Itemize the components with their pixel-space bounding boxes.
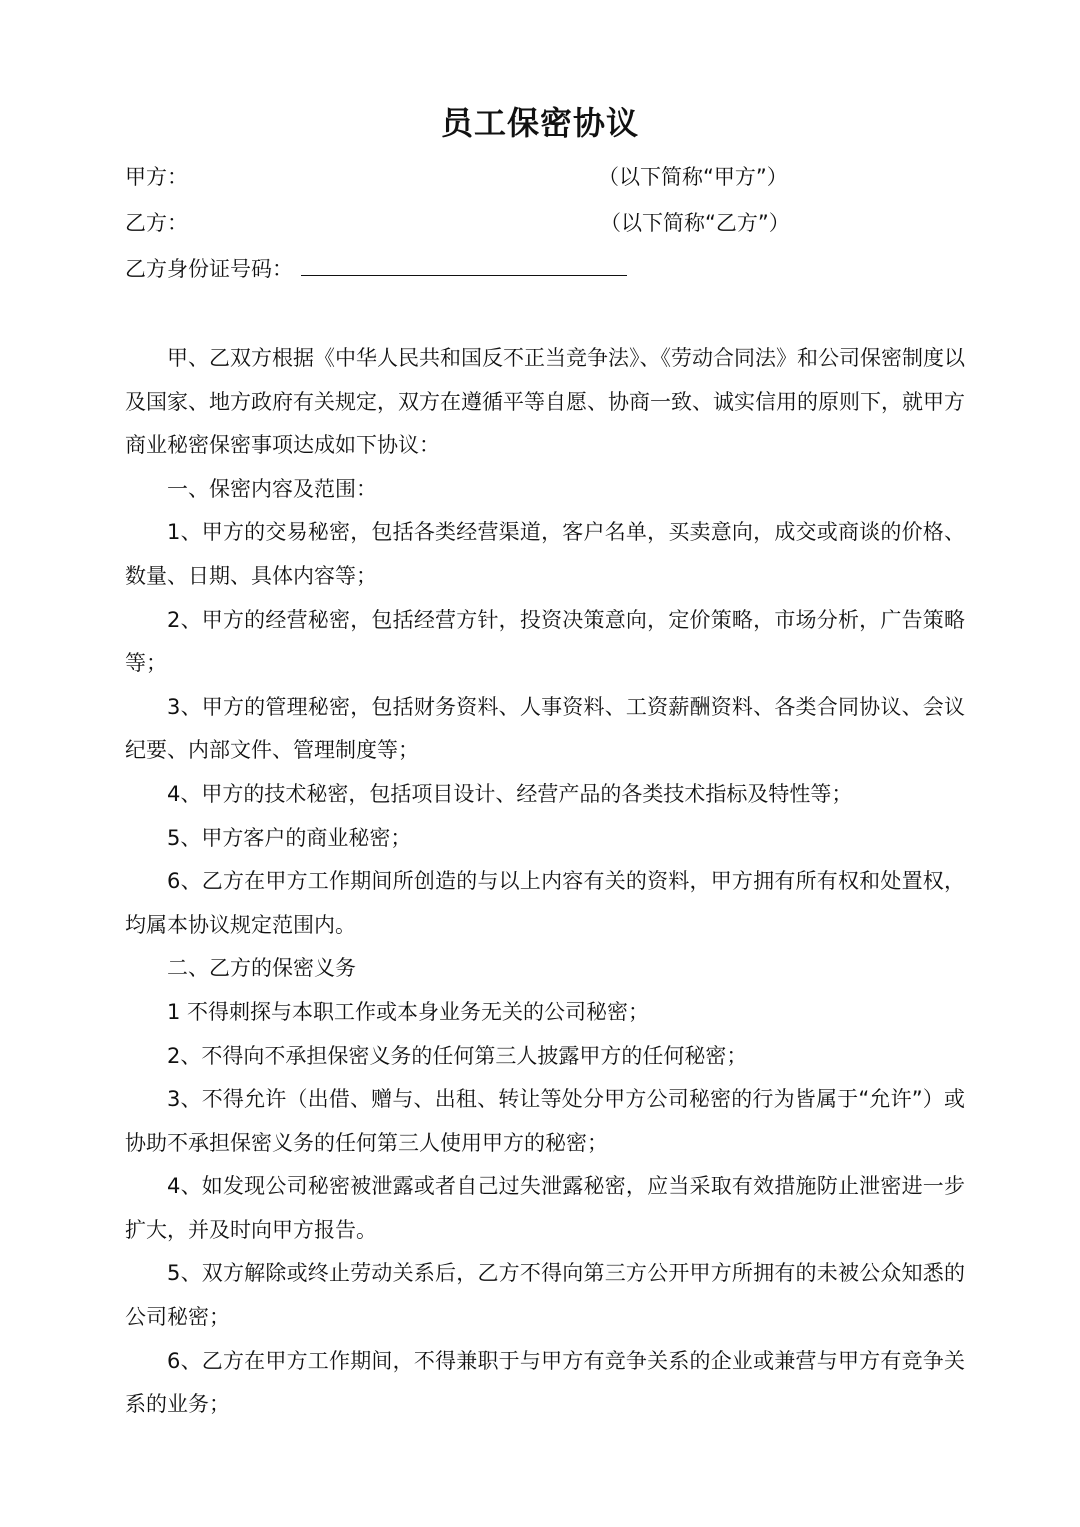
clause-2-2: 2、不得向不承担保密义务的任何第三人披露甲方的任何秘密； <box>167 1043 748 1068</box>
clause-1-2: 2、甲方的经营秘密，包括经营方针，投资决策意向，定价策略，市场分析，广告策略等； <box>125 607 965 676</box>
document-title: 员工保密协议 <box>440 104 639 142</box>
clause-1-6: 6、乙方在甲方工作期间所创造的与以上内容有关的资料，甲方拥有所有权和处置权，均属本协议规定范围内。 <box>125 869 965 937</box>
clause-1-5: 5、甲方客户的商业秘密； <box>167 825 412 850</box>
clause-1-3: 3、甲方的管理秘密，包括财务资料、人事资料、工资薪酬资料、各类合同协议、会议纪要、内部文件、管理制度等； <box>125 694 965 763</box>
party-b-id-row <box>125 253 627 284</box>
section-heading-1: 一、保密内容及范围： <box>167 476 377 501</box>
party-b-label: 乙方： <box>125 211 188 235</box>
clause-2-1: 1 不得刺探与本职工作或本身业务无关的公司秘密； <box>167 999 650 1024</box>
clause-2-5: 5、双方解除或终止劳动关系后，乙方不得向第三方公开甲方所拥有的未被公众知悉的公司秘密； <box>125 1261 965 1330</box>
agreement-body <box>125 337 965 1427</box>
party-b-id-label: 乙方身份证号码： <box>125 257 293 281</box>
party-b-note: （以下简称“乙方”） <box>600 211 790 235</box>
clause-1-4: 4、甲方的技术秘密，包括项目设计、经营产品的各类技术指标及特性等； <box>167 781 853 806</box>
paragraph-preamble: 甲、乙双方根据《中华人民共和国反不正当竞争法》、《劳动合同法》和公司保密制度以及国家、地方政府有关规定，双方在遵循平等自愿、协商一致、诚实信用的原则下，就甲方商业秘密保密事项达成如下协议： <box>125 346 965 458</box>
party-a-label: 甲方： <box>125 165 188 189</box>
clause-2-4: 4、如发现公司秘密被泄露或者自己过失泄露秘密，应当采取有效措施防止泄密进一步扩大，并及时向甲方报告。 <box>125 1174 965 1242</box>
party-a-note: （以下简称“甲方”） <box>598 165 788 189</box>
section-heading-2: 二、乙方的保密义务 <box>167 956 356 981</box>
clause-2-6: 6、乙方在甲方工作期间，不得兼职于与甲方有竞争关系的企业或兼营与甲方有竞争关系的业务； <box>125 1348 965 1417</box>
clause-2-3: 3、不得允许（出借、赠与、出租、转让等处分甲方公司秘密的行为皆属于“允许”）或协助不承担保密义务的任何第三人使用甲方的秘密； <box>125 1087 965 1155</box>
party-b-id-blank-line <box>301 253 627 276</box>
clause-1-1: 1、甲方的交易秘密，包括各类经营渠道，客户名单，买卖意向，成交或商谈的价格、数量、日期、具体内容等； <box>125 520 965 588</box>
